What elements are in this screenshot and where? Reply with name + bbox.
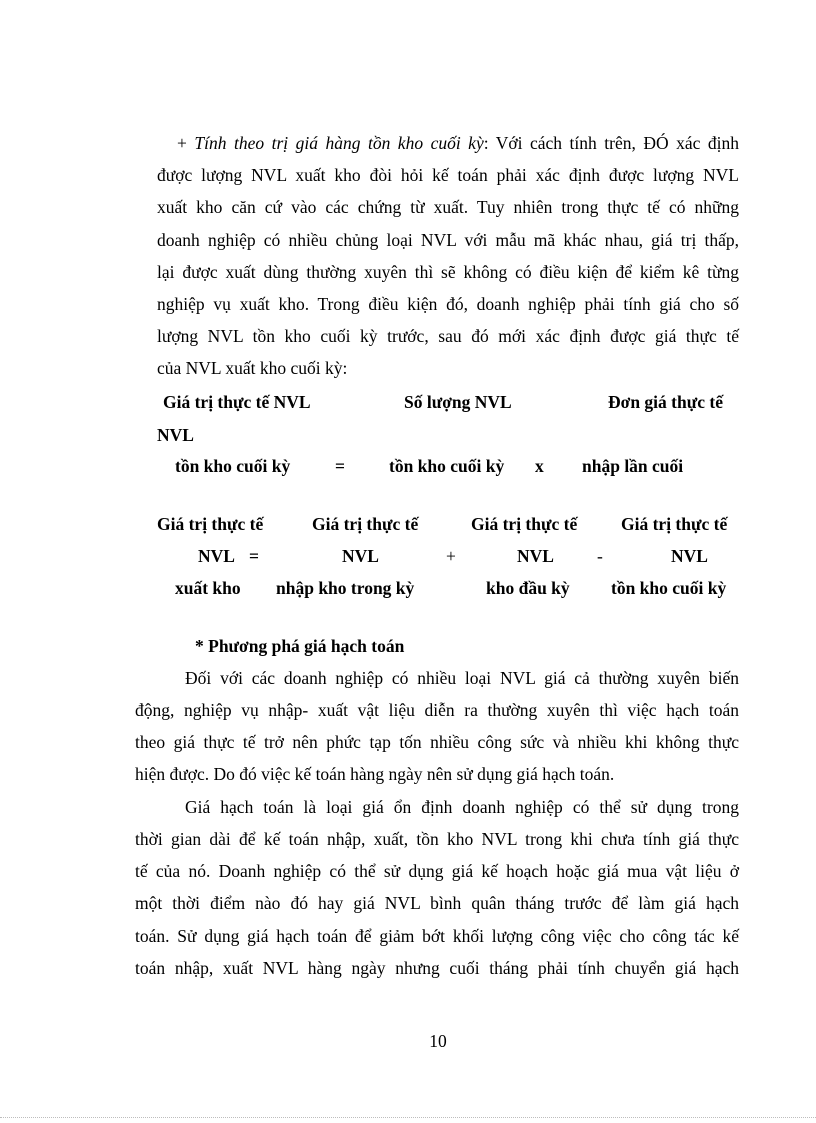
para1-line: của NVL xuất kho cuối kỳ: (157, 358, 348, 378)
para3-line: Giá hạch toán là loại giá ổn định doanh nghiệp có thể sử dụng trong (185, 797, 739, 817)
formula2-header: Giá trị thực tế (157, 514, 264, 534)
para2-line: động, nghiệp vụ nhập- xuất vật liệu diễn ra thường xuyên thì việc hạch toán (135, 700, 739, 720)
formula1-term-nvl: NVL (157, 425, 194, 445)
para1-lead: + (177, 133, 195, 153)
para1-line: lại được xuất dùng thường xuyên thì sẽ không có điều kiện để kiểm kê từng (157, 262, 739, 282)
para1-line: doanh nghiệp có nhiều chủng loại NVL với mẫu mã khác nhau, giá trị thấp, (157, 230, 739, 250)
para1-italic-term: Tính theo trị giá hàng tồn kho cuối kỳ (194, 133, 484, 153)
para2-line: Đối với các doanh nghiệp có nhiều loại NVL giá cả thường xuyên biến (185, 668, 739, 688)
para3-line: toán nhập, xuất NVL hàng ngày nhưng cuối tháng phải tính chuyển giá hạch (135, 958, 739, 978)
formula1-last-receipt: nhập lần cuối (582, 456, 684, 476)
formula1-equals: = (335, 456, 345, 476)
page-bottom-border (0, 1117, 816, 1118)
formula2-nvl: NVL (517, 546, 554, 566)
para1-first-line (177, 132, 739, 154)
para3-line: thời gian dài để kế toán nhập, xuất, tồn kho NVL trong khi chưa tính giá thực (135, 829, 739, 849)
para1-rest: : Với cách tính trên, ĐÓ xác định (483, 133, 739, 153)
para1-line: được lượng NVL xuất kho đòi hỏi kế toán phải xác định được lượng NVL (157, 165, 739, 185)
page-number: 10 (429, 1031, 447, 1051)
formula2-nvl: NVL (671, 546, 708, 566)
para1-line: lượng NVL tồn kho cuối kỳ trước, sau đó mới xác định được giá thực tế (157, 326, 739, 346)
formula2-nvl: NVL (198, 546, 235, 566)
formula2-plus: + (446, 546, 456, 566)
formula2-header: Giá trị thực tế (471, 514, 578, 534)
formula1-times: x (535, 456, 544, 476)
formula1-ending-inventory-qty: tồn kho cuối kỳ (389, 456, 505, 476)
formula2-header: Giá trị thực tế (312, 514, 419, 534)
formula2-footer: kho đầu kỳ (486, 578, 570, 598)
formula2-equals: = (249, 546, 259, 566)
para2-line: theo giá thực tế trở nên phức tạp tốn nhiều công sức và nhiều khi không thực (135, 732, 739, 752)
formula2-footer: tồn kho cuối kỳ (611, 578, 727, 598)
formula2-header: Giá trị thực tế (621, 514, 728, 534)
formula2-minus: - (597, 546, 603, 566)
section-heading: * Phương phá giá hạch toán (195, 636, 405, 656)
formula1-ending-inventory: tồn kho cuối kỳ (175, 456, 291, 476)
formula2-footer: nhập kho trong kỳ (276, 578, 415, 598)
para1-line: xuất kho căn cứ vào các chứng từ xuất. Tuy nhiên trong thực tế có những (157, 197, 739, 217)
para2-line: hiện được. Do đó việc kế toán hàng ngày nên sử dụng giá hạch toán. (135, 764, 615, 784)
formula1-term-value: Giá trị thực tế NVL (163, 392, 311, 412)
para3-line: tế của nó. Doanh nghiệp có thể sử dụng giá kế hoạch hoặc giá mua vật liệu ở (135, 861, 739, 881)
formula2-nvl: NVL (342, 546, 379, 566)
para3-line: toán. Sử dụng giá hạch toán để giảm bớt khối lượng công việc cho công tác kế (135, 926, 739, 946)
para3-line: một thời điểm nào đó hay giá NVL bình quân tháng trước để làm giá hạch (135, 893, 739, 913)
formula2-footer: xuất kho (175, 578, 241, 598)
formula1-term-quantity: Số lượng NVL (404, 392, 512, 412)
para1-line: nghiệp vụ xuất kho. Trong điều kiện đó, doanh nghiệp phải tính giá cho số (157, 294, 739, 314)
formula1-term-unit-price: Đơn giá thực tế (608, 392, 723, 412)
